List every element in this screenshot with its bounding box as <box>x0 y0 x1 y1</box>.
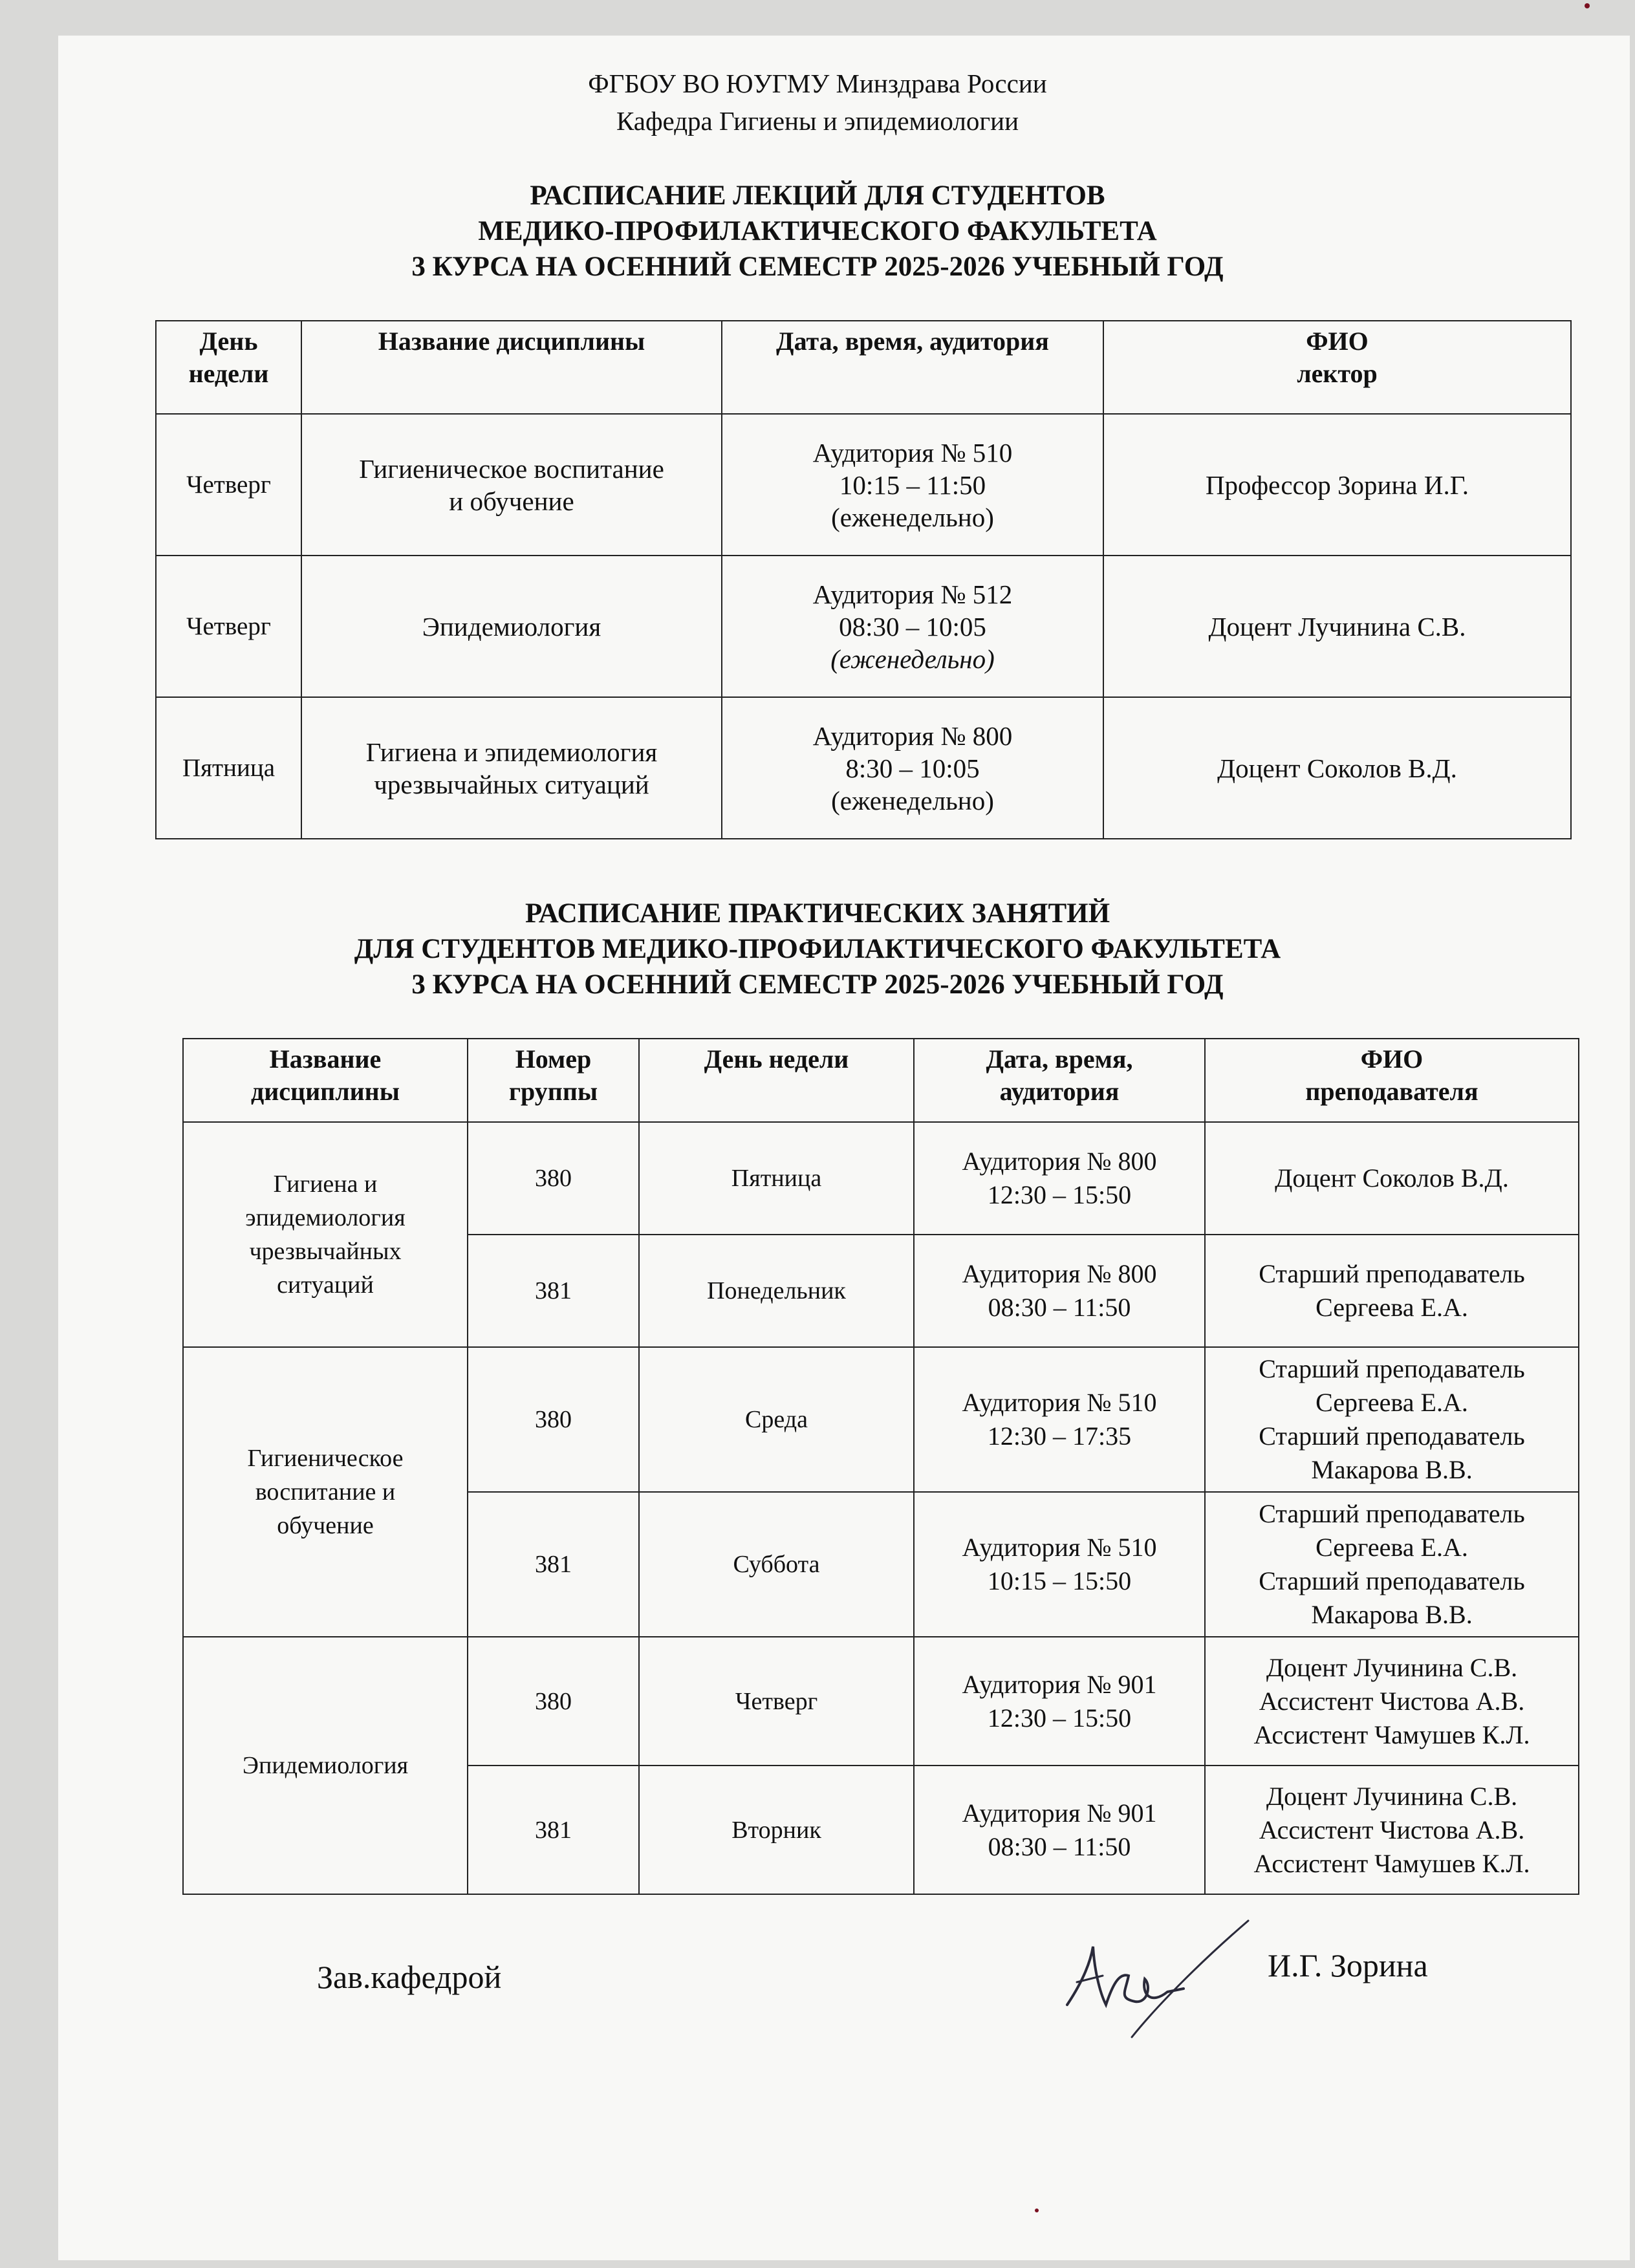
lectures-title-line: РАСПИСАНИЕ ЛЕКЦИЙ ДЛЯ СТУДЕНТОВ <box>530 180 1105 211</box>
cell-datetime: Аудитория № 510 10:15 – 15:50 <box>914 1492 1205 1637</box>
table-header-row <box>183 1039 1579 1122</box>
cell-group: 380 <box>468 1122 639 1235</box>
lectures-title <box>0 178 1635 285</box>
cell-teacher: Доцент Лучинина С.В. Ассистент Чистова А.В. Ассистент Чамушев К.Л. <box>1205 1637 1579 1766</box>
cell-day: Пятница <box>156 697 301 839</box>
cell-teacher: Старший преподаватель Сергеева Е.А. Старший преподаватель Макарова В.В. <box>1205 1492 1579 1637</box>
cell-teacher: Доцент Лучинина С.В. Ассистент Чистова А.В. Ассистент Чамушев К.Л. <box>1205 1766 1579 1894</box>
org-line-2: Кафедра Гигиены и эпидемиологии <box>616 106 1019 136</box>
cell-lecturer: Профессор Зорина И.Г. <box>1103 414 1571 556</box>
cell-teacher: Старший преподаватель Сергеева Е.А. Старший преподаватель Макарова В.В. <box>1205 1347 1579 1492</box>
col-header-group: Номер группы <box>468 1039 639 1122</box>
cell-datetime: Аудитория № 510 12:30 – 17:35 <box>914 1347 1205 1492</box>
cell-day: Пятница <box>639 1122 914 1235</box>
scan-speck <box>1585 3 1590 8</box>
practice-table <box>182 1038 1579 1895</box>
lectures-title-line: МЕДИКО-ПРОФИЛАКТИЧЕСКОГО ФАКУЛЬТЕТА <box>478 216 1157 246</box>
cell-day: Понедельник <box>639 1235 914 1347</box>
col-header-lecturer: ФИО лектор <box>1103 321 1571 414</box>
cell-datetime: Аудитория № 512 08:30 – 10:05 (еженедельно) <box>722 556 1103 697</box>
scan-speck <box>1035 2209 1039 2212</box>
cell-discipline: Эпидемиология <box>301 556 722 697</box>
handwritten-signature <box>1054 1908 1274 2044</box>
table-row <box>183 1347 1579 1492</box>
cell-day: Четверг <box>156 556 301 697</box>
cell-datetime: Аудитория № 800 08:30 – 11:50 <box>914 1235 1205 1347</box>
col-header-discipline: Название дисциплины <box>183 1039 468 1122</box>
cell-discipline: Гигиеническое воспитание и обучение <box>183 1347 468 1637</box>
cell-discipline: Гигиена и эпидемиология чрезвычайных ситуаций <box>301 697 722 839</box>
cell-datetime: Аудитория № 800 12:30 – 15:50 <box>914 1122 1205 1235</box>
cell-datetime: Аудитория № 901 12:30 – 15:50 <box>914 1637 1205 1766</box>
cell-group: 380 <box>468 1347 639 1492</box>
org-line-1: ФГБОУ ВО ЮУГМУ Минздрава России <box>588 69 1047 98</box>
cell-day: Среда <box>639 1347 914 1492</box>
col-header-discipline: Название дисциплины <box>301 321 722 414</box>
col-header-datetime: Дата, время, аудитория <box>914 1039 1205 1122</box>
col-header-day: День недели <box>156 321 301 414</box>
cell-teacher: Доцент Соколов В.Д. <box>1205 1122 1579 1235</box>
col-header-datetime: Дата, время, аудитория <box>722 321 1103 414</box>
cell-discipline: Эпидемиология <box>183 1637 468 1894</box>
cell-datetime: Аудитория № 800 8:30 – 10:05 (еженедельно) <box>722 697 1103 839</box>
cell-group: 380 <box>468 1637 639 1766</box>
cell-day: Четверг <box>156 414 301 556</box>
practice-title-line: ДЛЯ СТУДЕНТОВ МЕДИКО-ПРОФИЛАКТИЧЕСКОГО ФАКУЛЬТЕТА <box>354 934 1281 964</box>
cell-day: Вторник <box>639 1766 914 1894</box>
practice-title-line: 3 КУРСА НА ОСЕННИЙ СЕМЕСТР 2025-2026 УЧЕБНЫЙ ГОД <box>411 969 1224 1000</box>
organization-header <box>0 65 1635 140</box>
table-row <box>156 556 1571 697</box>
cell-group: 381 <box>468 1766 639 1894</box>
table-header-row <box>156 321 1571 414</box>
signatory-position: Зав.кафедрой <box>317 1959 502 1995</box>
cell-datetime: Аудитория № 901 08:30 – 11:50 <box>914 1766 1205 1894</box>
col-header-day: День недели <box>639 1039 914 1122</box>
cell-lecturer: Доцент Лучинина С.В. <box>1103 556 1571 697</box>
cell-day: Четверг <box>639 1637 914 1766</box>
cell-group: 381 <box>468 1492 639 1637</box>
table-row <box>156 697 1571 839</box>
table-row <box>183 1637 1579 1766</box>
cell-day: Суббота <box>639 1492 914 1637</box>
lectures-table <box>155 320 1572 839</box>
table-row <box>156 414 1571 556</box>
cell-datetime: Аудитория № 510 10:15 – 11:50 (еженедельно) <box>722 414 1103 556</box>
practice-title-line: РАСПИСАНИЕ ПРАКТИЧЕСКИХ ЗАНЯТИЙ <box>525 898 1110 929</box>
signatory-name: И.Г. Зорина <box>1268 1947 1428 1983</box>
lectures-title-line: 3 КУРСА НА ОСЕННИЙ СЕМЕСТР 2025-2026 УЧЕБНЫЙ ГОД <box>411 252 1224 282</box>
cell-lecturer: Доцент Соколов В.Д. <box>1103 697 1571 839</box>
cell-teacher: Старший преподаватель Сергеева Е.А. <box>1205 1235 1579 1347</box>
practice-title <box>0 896 1635 1002</box>
cell-group: 381 <box>468 1235 639 1347</box>
cell-discipline: Гигиеническое воспитание и обучение <box>301 414 722 556</box>
table-row <box>183 1122 1579 1235</box>
col-header-teacher: ФИО преподавателя <box>1205 1039 1579 1122</box>
cell-discipline: Гигиена и эпидемиология чрезвычайных ситуаций <box>183 1122 468 1347</box>
